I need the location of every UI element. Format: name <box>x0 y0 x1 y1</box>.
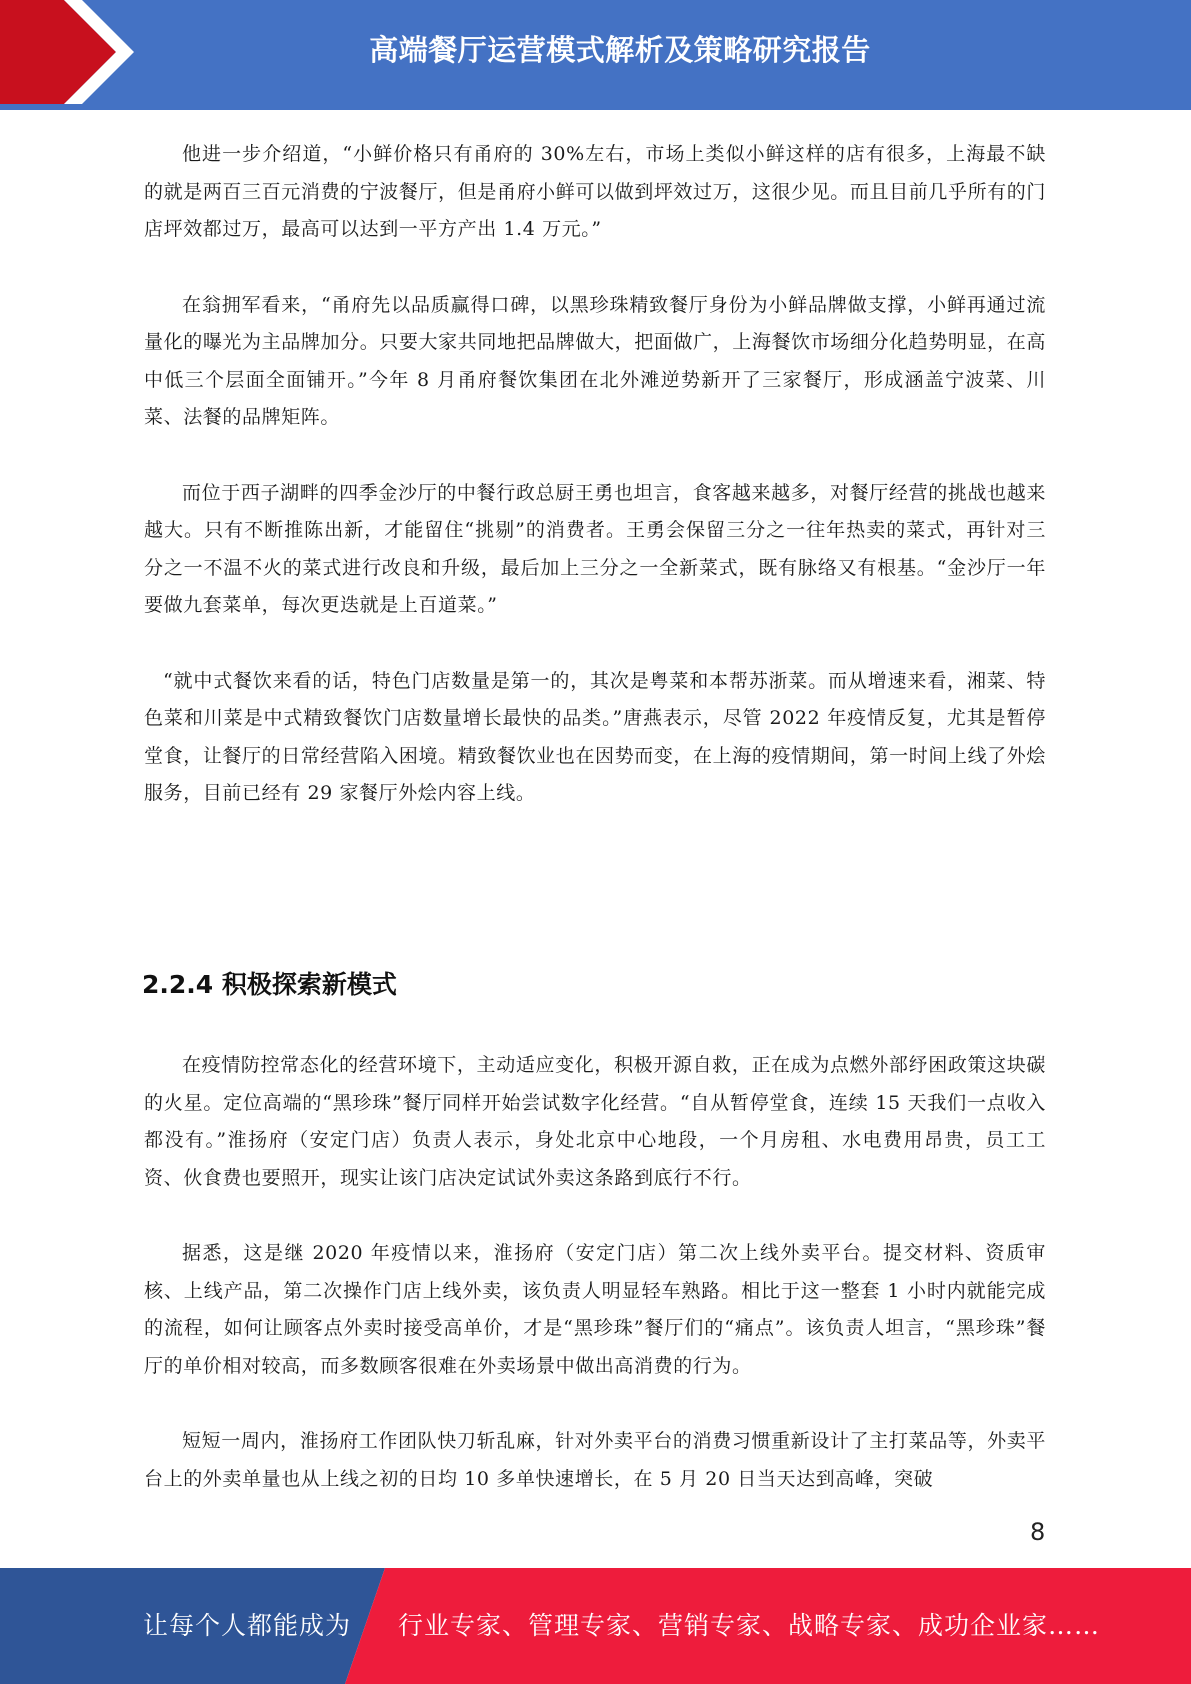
page-header <box>0 0 1191 110</box>
report-title: 高端餐厅运营模式解析及策略研究报告 <box>369 33 871 67</box>
paragraph: 据悉，这是继 2020 年疫情以来，淮扬府（安定门店）第二次上线外卖平台。提交材料、资质审核、上线产品，第二次操作门店上线外卖，该负责人明显轻车熟路。相比于这一整套 1 小时内就能完成的流程，如何让顾客点外卖时接受高单价，才是“黑珍珠”餐厅们的“痛点”。该负责人坦言，“黑珍珠”餐厅的单价相对较高，而多数顾客很难在外卖场景中做出高消费的行为。 <box>144 1242 1046 1377</box>
footer-slogan-right: 行业专家、管理专家、营销专家、战略专家、成功企业家…… <box>398 1611 1101 1640</box>
paragraph: 而位于西子湖畔的四季金沙厅的中餐行政总厨王勇也坦言，食客越来越多，对餐厅经营的挑战也越来越大。只有不断推陈出新，才能留住“挑剔”的消费者。王勇会保留三分之一往年热卖的菜式，再针对三分之一不温不火的菜式进行改良和升级，最后加上三分之一全新菜式，既有脉络又有根基。“金沙厅一年要做九套菜单，每次更迭就是上百道菜。” <box>144 481 1046 616</box>
paragraph: “就中式餐饮来看的话，特色门店数量是第一的，其次是粤菜和本帮苏浙菜。而从增速来看，湘菜、特色菜和川菜是中式精致餐饮门店数量增长最快的品类。”唐燕表示，尽管 2022 年疫情反复，尤其是暂停堂食，让餐厅的日常经营陷入困境。精致餐饮业也在因势而变，在上海的疫情期间，第一时间上线了外烩服务，目前已经有 29 家餐厅外烩内容上线。 <box>144 669 1046 804</box>
paragraph: 短短一周内，淮扬府工作团队快刀斩乱麻，针对外卖平台的消费习惯重新设计了主打菜品等，外卖平台上的外卖单量也从上线之初的日均 10 多单快速增长，在 5 月 20 日当天达到高峰，突破 <box>144 1430 1046 1490</box>
paragraph: 在翁拥军看来，“甬府先以品质赢得口碑，以黑珍珠精致餐厅身份为小鲜品牌做支撑，小鲜再通过流量化的曝光为主品牌加分。只要大家共同地把品牌做大，把面做广，上海餐饮市场细分化趋势明显，在高中低三个层面全面铺开。”今年 8 月甬府餐饮集团在北外滩逆势新开了三家餐厅，形成涵盖宁波菜、川菜、法餐的品牌矩阵。 <box>144 293 1046 428</box>
page-number: 8 <box>1030 1518 1046 1546</box>
paragraph: 他进一步介绍道，“小鲜价格只有甬府的 30%左右，市场上类似小鲜这样的店有很多，上海最不缺的就是两百三百元消费的宁波餐厅，但是甬府小鲜可以做到坪效过万，这很少见。而且目前几乎所有的门店坪效都过万，最高可以达到一平方产出 1.4 万元。” <box>144 143 1046 240</box>
section-heading: 2.2.4 积极探索新模式 <box>142 970 397 999</box>
body-text-bottom <box>144 1047 1046 1498</box>
page-footer <box>0 1568 1191 1684</box>
paragraph: 在疫情防控常态化的经营环境下，主动适应变化，积极开源自救，正在成为点燃外部纾困政策这块碳的火星。定位高端的“黑珍珠”餐厅同样开始尝试数字化经营。“自从暂停堂食，连续 15 天我们一点收入都没有。”淮扬府（安定门店）负责人表示，身处北京中心地段，一个月房租、水电费用昂贵，员工工资、伙食费也要照开，现实让该门店决定试试外卖这条路到底行不行。 <box>144 1054 1046 1189</box>
footer-slogan-left: 让每个人都能成为 <box>143 1611 352 1640</box>
body-text-top <box>144 136 1046 813</box>
